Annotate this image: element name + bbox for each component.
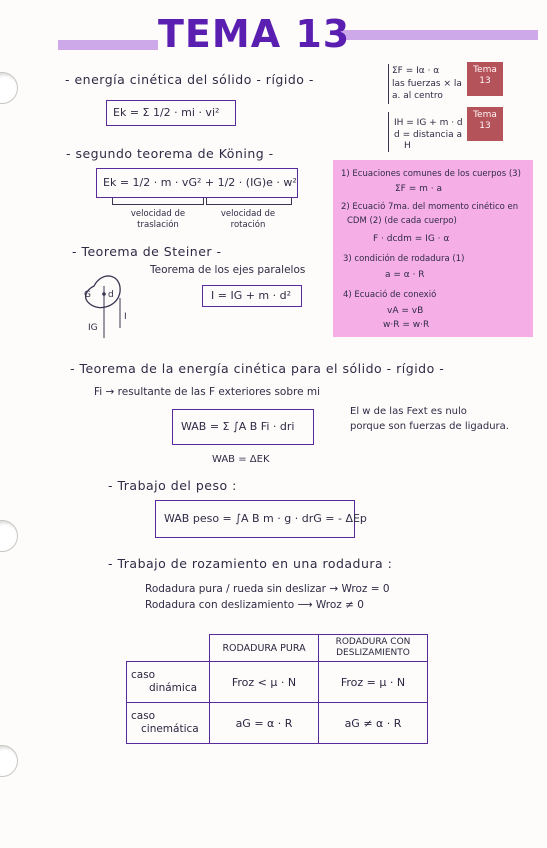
cell-cinematica-pura: aG = α · R: [210, 703, 319, 744]
side-note-2-line1: IH = IG + m · d: [394, 118, 463, 128]
rozamiento-line-2: Rodadura con deslizamiento ⟶ Wroz ≠ 0: [145, 599, 364, 611]
section-heading-theorem: - Teorema de la energía cinética para el sólido - rígido -: [70, 361, 445, 376]
row-label-cinematica: cinemática: [141, 723, 199, 735]
formula-box-wab: [172, 409, 314, 445]
section-heading-rozamiento: - Trabajo de rozamiento en una rodadura :: [108, 556, 393, 571]
fi-description: Fi → resultante de las F exteriores sobre mi: [94, 386, 321, 398]
side-note-1-line2: las fuerzas × la: [392, 79, 462, 89]
cell-dinamica-deslizamiento: Froz = μ · N: [319, 662, 428, 703]
steiner-label-g: G: [84, 290, 91, 300]
row-label-dinamica: dinámica: [149, 682, 198, 694]
side-note-divider: [388, 64, 389, 104]
note-item1-b: ΣF = m · a: [395, 184, 442, 194]
steiner-label-ig: IG: [88, 323, 98, 333]
formula-peso: WAB peso = ∫A B m · g · drG = - ΔEp: [164, 512, 367, 525]
table-row-label-cinematica: [127, 703, 210, 744]
section-heading-konig: - segundo teorema de Köning -: [66, 146, 274, 161]
tema-tag-1: [467, 62, 503, 96]
row-label-caso: caso: [131, 669, 156, 681]
binder-hole: [0, 72, 18, 104]
sticky-note: [333, 160, 533, 337]
rozamiento-line-1: Rodadura pura / rueda sin deslizar → Wroz = 0: [145, 583, 390, 595]
binder-hole: [0, 745, 18, 777]
tema-tag-2-label: Tema 13: [473, 110, 497, 131]
cell-dinamica-pura: Froz < μ · N: [210, 662, 319, 703]
konig-label-rotation: velocidad de rotación: [220, 209, 276, 230]
table-row: [127, 703, 428, 744]
tema-tag-2: [467, 107, 503, 141]
formula-box-kinetic: [106, 100, 236, 126]
formula-box-peso: [155, 500, 367, 538]
binder-hole: [0, 520, 18, 552]
formula-kinetic: Ek = Σ 1/2 · mi · vi²: [113, 106, 220, 119]
section-heading-steiner: - Teorema de Steiner -: [72, 244, 222, 259]
page-title: TEMA 13: [158, 12, 351, 56]
title-highlight-right: [342, 30, 538, 40]
side-note-2-line2: d = distancia a: [394, 130, 462, 140]
note-item2-a: 2) Ecuació 7ma. del momento cinético en: [341, 202, 519, 212]
section-heading-kinetic: - energía cinética del sólido - rígido -: [65, 72, 314, 87]
brace-translation: [112, 198, 204, 205]
formula-konig: Ek = 1/2 · m · vG² + 1/2 · (IG)e · w²: [103, 176, 297, 189]
table-header-deslizamiento: RODADURA CON DESLIZAMIENTO: [319, 635, 428, 662]
note-ligadura-1: El w de las Fext es nulo: [350, 406, 467, 417]
table-row-label-dinamica: [127, 662, 210, 703]
table-row: [127, 635, 428, 662]
formula-wab: WAB = Σ ∫A B Fi · dri: [181, 420, 295, 433]
steiner-description: Teorema de los ejes paralelos: [150, 264, 306, 276]
table-header-pura: RODADURA PURA: [210, 635, 319, 662]
center-of-mass-point: [102, 292, 106, 296]
row-label-caso: caso: [131, 710, 156, 722]
formula-box-steiner: [202, 285, 302, 307]
table-corner: [127, 635, 210, 662]
konig-label-translation: velocidad de traslación: [130, 209, 186, 230]
cell-cinematica-deslizamiento: aG ≠ α · R: [319, 703, 428, 744]
note-ligadura-2: porque son fuerzas de ligadura.: [350, 421, 509, 432]
table-row: [127, 662, 428, 703]
note-item1-a: 1) Ecuaciones comunes de los cuerpos (3): [341, 169, 521, 179]
side-note-1-line1: ΣF = Iα · α: [392, 66, 440, 76]
brace-rotation: [206, 198, 292, 205]
title-highlight-left: [58, 40, 158, 50]
side-note-2-line3: H: [404, 141, 411, 151]
side-note-divider: [388, 112, 389, 152]
note-item2-b: CDM (2) (de cada cuerpo): [347, 216, 457, 226]
steiner-label-i: I: [124, 312, 127, 322]
formula-box-konig: [96, 168, 298, 198]
note-item2-c: F · dcdm = IG · α: [373, 234, 450, 244]
tema-tag-1-label: Tema 13: [473, 65, 497, 86]
note-item4-b: vA = vB: [387, 306, 424, 316]
note-item3-b: a = α · R: [385, 270, 425, 280]
formula-steiner: I = IG + m · d²: [211, 289, 292, 302]
rodadura-table: [126, 634, 428, 744]
side-note-1-line3: a. al centro: [392, 91, 443, 101]
wab-delta: WAB = ΔEK: [212, 454, 270, 465]
steiner-label-d: d: [108, 290, 114, 300]
note-item4-c: w·R = w·R: [383, 320, 430, 330]
note-item3-a: 3) condición de rodadura (1): [343, 254, 465, 264]
section-heading-peso: - Trabajo del peso :: [108, 478, 237, 493]
note-item4-a: 4) Ecuació de conexió: [343, 290, 437, 300]
